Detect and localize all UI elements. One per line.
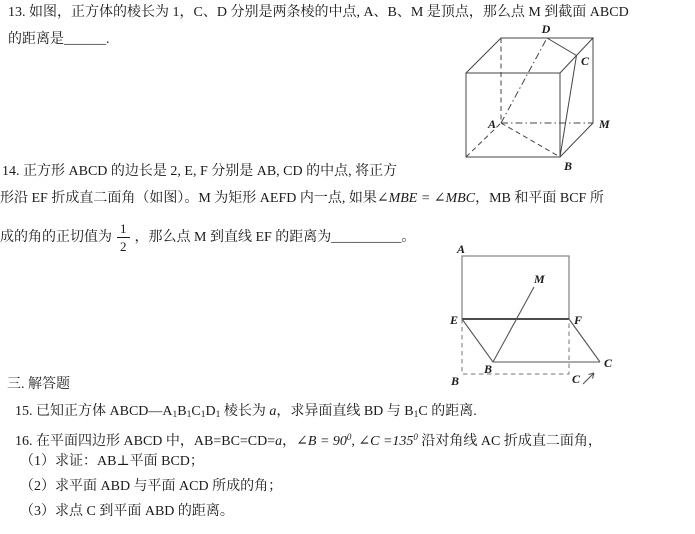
p14-angle-equation: ∠MBE = ∠MBC	[376, 191, 476, 206]
p16-seg: ,	[351, 434, 359, 449]
p15-subscript: 1	[186, 410, 192, 420]
problem-13-line-1: 13. 如图，正方体的棱长为 1，C、D 分别是两条棱的中点, A、B、M 是顶点，那么点 M 到截面 ABCD	[8, 5, 629, 20]
p15-seg: C	[191, 404, 201, 419]
p14-line2-prefix: 形沿 EF 折成直二面角（如图）。M 为矩形 AEFD 内一点, 如果	[0, 191, 377, 206]
vertex-label-b-folded: B	[484, 362, 493, 376]
fraction-one-half	[117, 222, 130, 253]
vertex-label-d: D	[541, 22, 551, 36]
folded-square-figure	[448, 240, 620, 395]
fraction-denominator: 2	[120, 238, 127, 254]
p15-seg: B	[177, 404, 187, 419]
section-line-a-d	[501, 38, 547, 123]
p14-line3-end: 。	[401, 229, 416, 245]
vertex-label-a: A	[487, 117, 496, 131]
rect-aefd	[462, 256, 569, 319]
vertex-label-a: A	[457, 242, 466, 256]
folded-square-svg	[448, 240, 620, 390]
p14-line3-mid: ，那么点 M 到直线 EF 的距离为	[134, 229, 332, 245]
p16-superscript: 0	[346, 432, 352, 442]
cube-figure	[450, 20, 695, 177]
p16-seg: ，	[282, 434, 297, 449]
vertex-label-m: M	[599, 117, 610, 131]
problem-14-line-2	[0, 190, 604, 207]
p16-seg: 16. 在平面四边形 ABCD 中，AB=BC=CD=	[15, 434, 276, 449]
cube-top-edges	[466, 38, 593, 73]
p15-subscript: 1	[172, 410, 178, 420]
section-3-heading: 三. 解答题	[7, 377, 70, 392]
p15-seg: ，求异面直线 BD 与 B	[276, 404, 414, 419]
p15-seg: 棱长为	[220, 404, 266, 419]
p14-line3-prefix: 成的角的正切值为	[0, 229, 112, 245]
p16-angle-b: ∠B = 90	[296, 434, 347, 449]
cube-figure-svg	[450, 20, 695, 172]
p15-variable-a: a	[269, 404, 277, 419]
vertex-label-c-folded: C	[604, 356, 613, 370]
vertex-label-b-flat: B	[451, 374, 460, 388]
vertex-label-c: C	[581, 54, 590, 68]
section-line-d-c-b	[547, 38, 577, 157]
problem-16-item-1: （1）求证：AB⊥平面 BCD；	[20, 454, 204, 469]
unfolded-dashed-square	[462, 319, 569, 374]
vertex-label-f: F	[574, 313, 583, 327]
p15-subscript: 1	[215, 410, 221, 420]
vertex-label-e: E	[450, 313, 459, 327]
problem-16-item-3: （3）求点 C 到平面 ABD 的距离。	[20, 504, 234, 519]
problem-16-line	[15, 429, 602, 450]
p15-seg: D	[205, 404, 216, 419]
problem-16-item-2: （2）求平面 ABD 与平面 ACD 所成的角；	[20, 479, 283, 494]
problem-14-line-3	[0, 219, 415, 255]
p15-seg: C 的距离.	[418, 404, 477, 419]
p14-line2-suffix: ，MB 和平面 BCF 所	[475, 191, 604, 206]
p15-seg: 15. 已知正方体 ABCD—A	[15, 404, 173, 419]
p14-answer-blank: __________	[331, 229, 402, 245]
vertex-label-m: M	[534, 272, 545, 286]
problem-15-line	[15, 403, 477, 424]
p16-angle-c: ∠C =135	[358, 434, 414, 449]
p16-superscript: 0	[413, 432, 418, 442]
fold-arrow-icon	[583, 373, 594, 384]
cube-front-face	[466, 73, 560, 157]
fraction-numerator: 1	[117, 222, 130, 238]
section-line-a-b	[501, 123, 560, 157]
vertex-label-c-flat: C	[572, 372, 581, 386]
p16-variable-a: a	[275, 434, 283, 449]
p15-subscript: 1	[413, 410, 419, 420]
problem-14-line-1: 14. 正方形 ABCD 的边长是 2, E, F 分别是 AB, CD 的中点, 将正方	[2, 164, 398, 179]
line-b-m	[493, 287, 534, 362]
p16-seg: 沿对角线 AC 折成直二面角，	[417, 434, 602, 449]
vertex-label-b: B	[564, 159, 573, 172]
p15-subscript: 1	[200, 410, 206, 420]
problem-13-line-2: 的距离是______.	[8, 32, 110, 47]
